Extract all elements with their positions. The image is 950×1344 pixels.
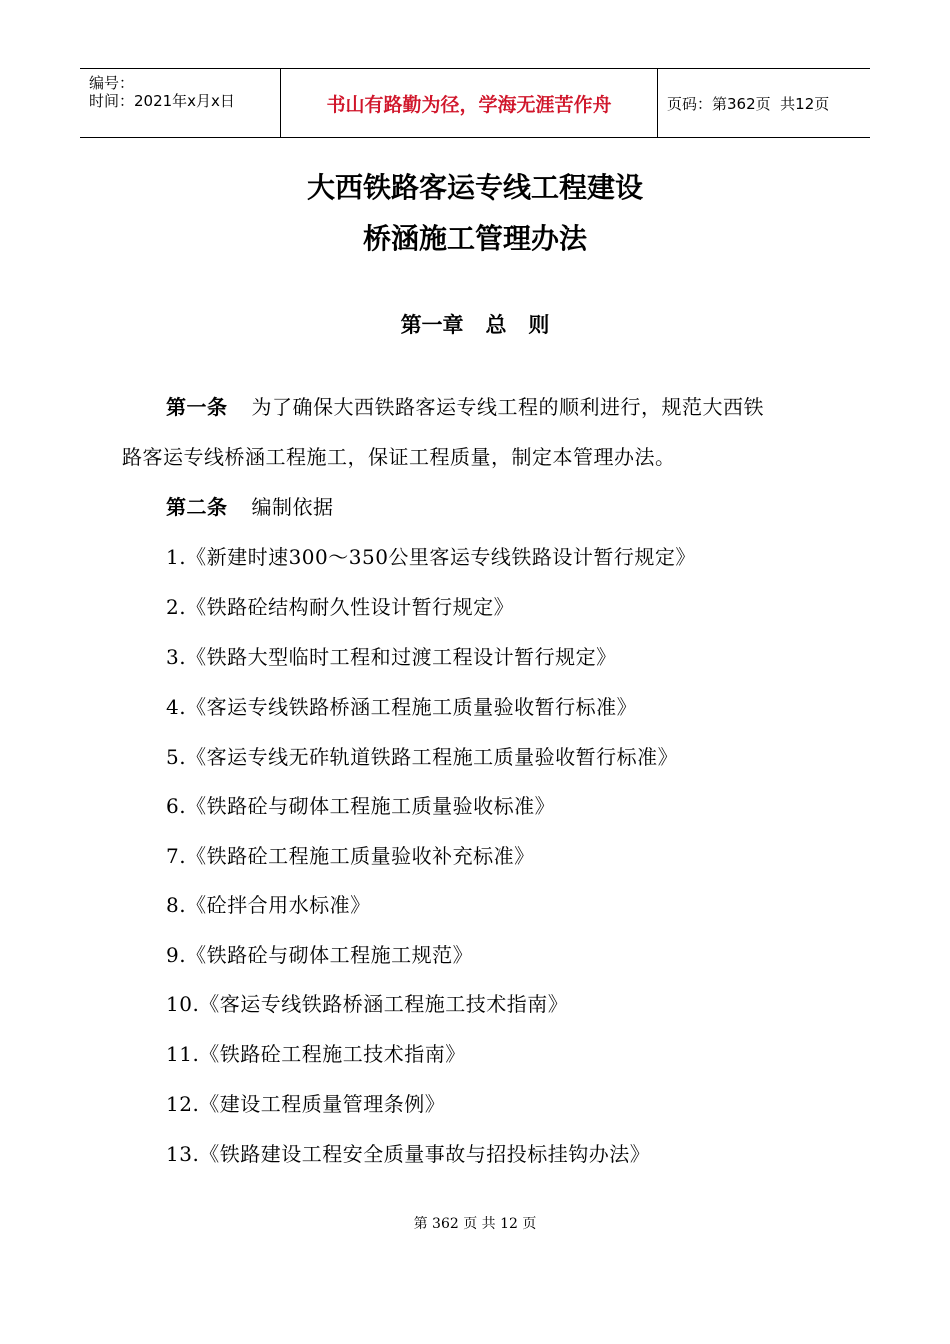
reference-item: 10.《客运专线铁路桥涵工程施工技术指南》: [166, 992, 569, 1016]
header-page-label: 页码：第362页 共12页: [667, 94, 830, 113]
reference-item: 3.《铁路大型临时工程和过渡工程设计暂行规定》: [166, 645, 617, 669]
header-page-cell: [658, 69, 870, 137]
reference-item: 2.《铁路砼结构耐久性设计暂行规定》: [166, 595, 515, 619]
article1-first-line: [166, 391, 764, 420]
header-motto: 书山有路勤为径，学海无涯苦作舟: [280, 69, 658, 137]
reference-item: 12.《建设工程质量管理条例》: [166, 1092, 446, 1116]
article2-label: 第二条: [166, 495, 228, 519]
article1-text-line2: 路客运专线桥涵工程施工，保证工程质量，制定本管理办法。: [122, 445, 676, 469]
article1-label: 第一条: [166, 395, 228, 419]
header-table: [80, 68, 870, 138]
reference-item: 11.《铁路砼工程施工技术指南》: [166, 1042, 466, 1066]
reference-item: 6.《铁路砼与砌体工程施工质量验收标准》: [166, 794, 556, 818]
reference-item: 5.《客运专线无砟轨道铁路工程施工质量验收暂行标准》: [166, 745, 679, 769]
header-meta-cell: [80, 69, 280, 137]
article1-text-line1: 为了确保大西铁路客运专线工程的顺利进行，规范大西铁: [251, 395, 764, 419]
page-footer: 第 362 页 共 12 页: [413, 1216, 537, 1232]
document-title-line1: 大西铁路客运专线工程建设: [306, 171, 643, 204]
article2-line: [166, 491, 334, 520]
reference-item: 13.《铁路建设工程安全质量事故与招投标挂钩办法》: [166, 1142, 651, 1166]
date-label: 时间：2021年x月x日: [89, 92, 235, 110]
reference-item: 4.《客运专线铁路桥涵工程施工质量验收暂行标准》: [166, 695, 638, 719]
document-title-line2: 桥涵施工管理办法: [362, 222, 587, 255]
reference-item: 7.《铁路砼工程施工质量验收补充标准》: [166, 844, 535, 868]
reference-item: 9.《铁路砼与砌体工程施工规范》: [166, 943, 474, 967]
article2-text: 编制依据: [251, 495, 334, 519]
reference-item: 8.《砼拌合用水标准》: [166, 893, 371, 917]
reference-item: 1.《新建时速300～350公里客运专线铁路设计暂行规定》: [166, 545, 696, 569]
number-label: 编号：: [89, 74, 135, 92]
chapter-heading: 第一章 总 则: [400, 313, 550, 337]
